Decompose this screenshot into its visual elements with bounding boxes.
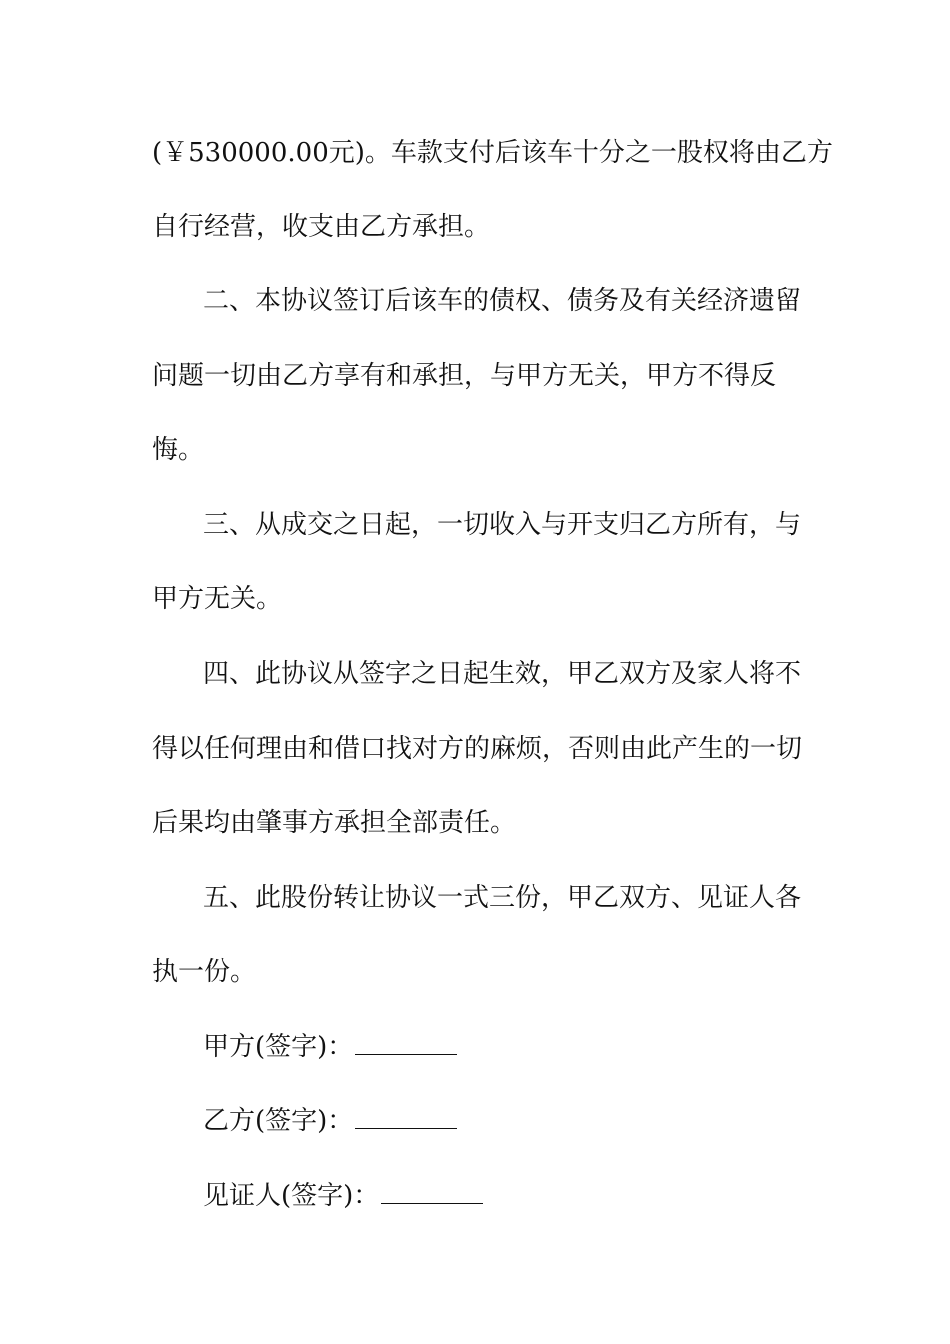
clause-3-line-2: 甲方无关。 [152,584,283,614]
signature-party-a-blank [355,1032,457,1055]
clause-2-line-1: 二、本协议签订后该车的债权、债务及有关经济遗留 [203,286,802,316]
clause-5-line-2: 执一份。 [152,957,257,987]
signature-party-b-label: 乙方(签字)： [203,1106,354,1136]
clause-5-line-1: 五、此股份转让协议一式三份，甲乙双方、见证人各 [203,883,802,913]
signature-witness-label: 见证人(签字)： [203,1181,380,1211]
signature-party-b [203,1106,457,1136]
signature-party-a [203,1032,457,1062]
signature-witness [203,1181,483,1211]
clause-1-line-2: 自行经营，收支由乙方承担。 [152,212,491,242]
signature-party-a-label: 甲方(签字)： [203,1032,354,1062]
signature-party-b-blank [355,1106,457,1129]
signature-witness-blank [381,1181,483,1204]
clause-4-line-1: 四、此协议从签字之日起生效，甲乙双方及家人将不 [203,659,802,689]
clause-2-line-2: 问题一切由乙方享有和承担，与甲方无关，甲方不得反 [152,361,777,391]
clause-4-line-2: 得以任何理由和借口找对方的麻烦，否则由此产生的一切 [152,734,803,764]
clause-4-line-3: 后果均由肇事方承担全部责任。 [152,808,517,838]
clause-1-line-1: (￥530000.00元)。车款支付后该车十分之一股权将由乙方 [152,138,833,168]
clause-3-line-1: 三、从成交之日起，一切收入与开支归乙方所有，与 [203,510,802,540]
clause-2-line-3: 悔。 [152,435,205,465]
